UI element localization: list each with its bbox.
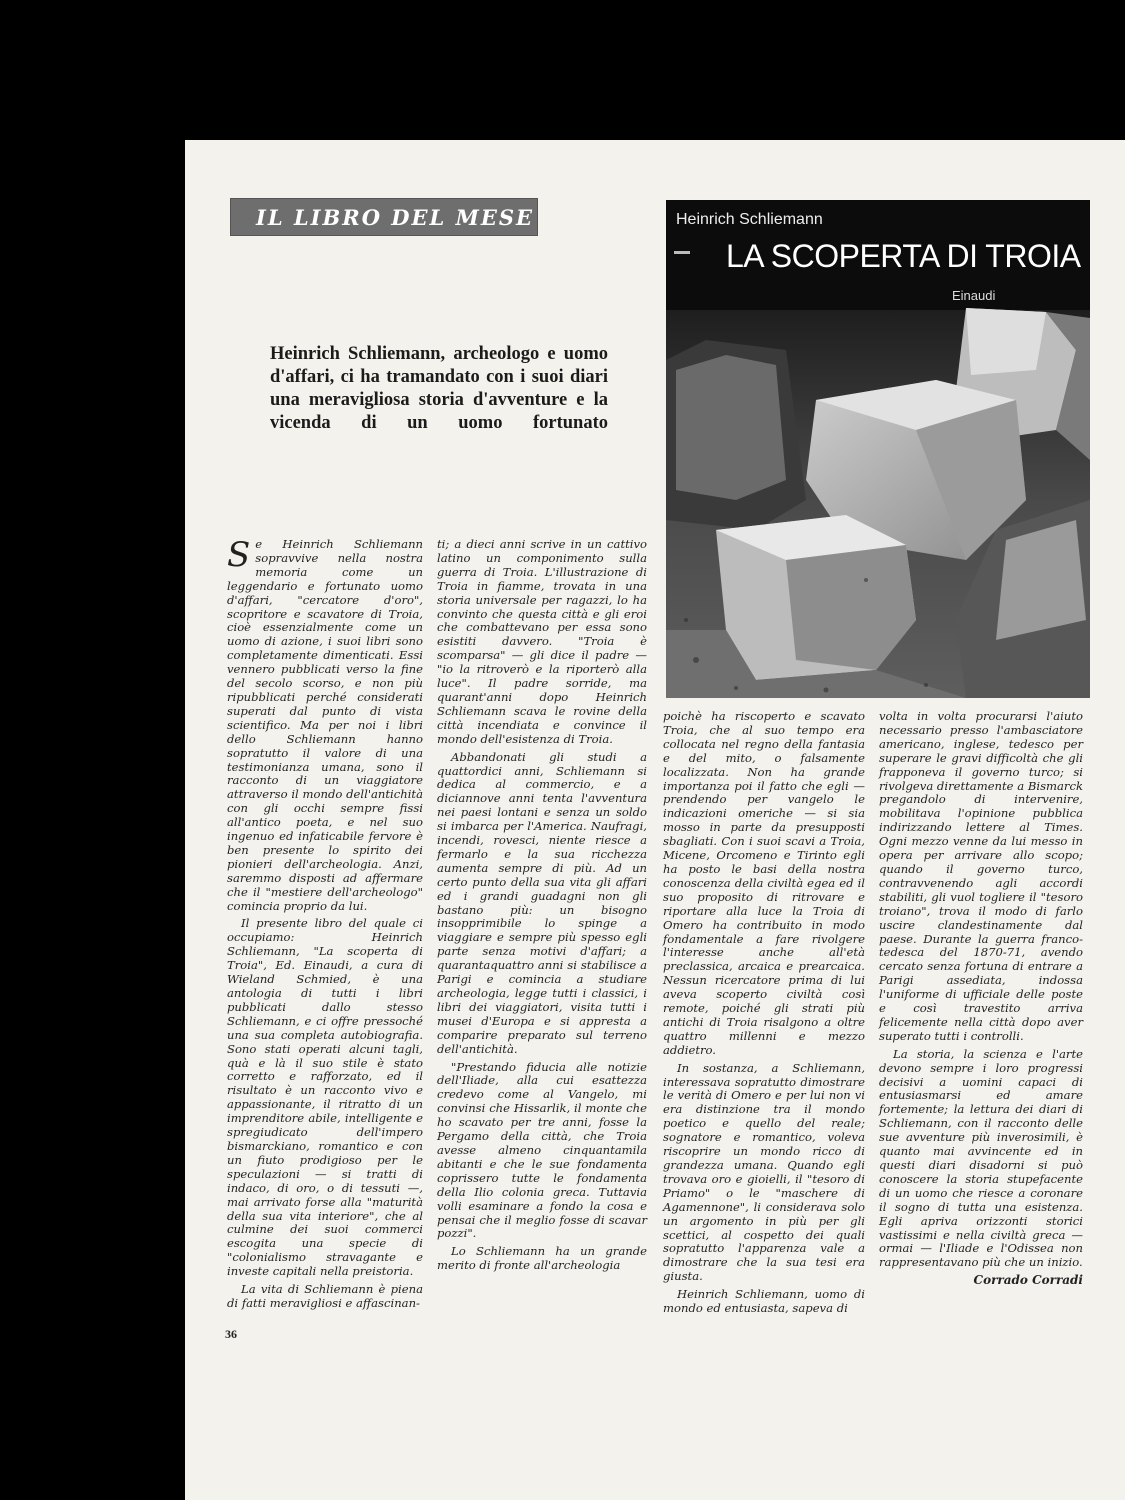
article-paragraph: In sostanza, a Schliemann, interessava sopratutto dimostrare le verità di Omero e per lui non vi era distinzione tra il mondo poetico e quello del reale; sognatore e romantico, voleva riscoprire un mondo ricco di grandezza umana. Quando egli trovava oro e gioielli, il "tesoro di Priamo" o le "maschere di Agamennone", li considerava solo un argomento in più per gli scettici, al cospetto dei quali sopratutto l'apparenza vale a dimostrare che la sua tesi era giusta. <box>663 1060 865 1284</box>
article-paragraph: Lo Schliemann ha un grande merito di fronte all'archeologia <box>437 1244 647 1273</box>
article-paragraph: Abbandonati gli studi a quattordici anni, Schliemann si dedica al commercio, e a diciannove anni tenta l'avventura nei paesi lontani e senza un soldo si imbarca per l'America. Naufragi, incendi, rovesci, niente riesce a fermarlo e la sua ricchezza aumenta sempre di più. Ad un certo punto della sua vita gli affari ed i grandi guadagni non gli bastano più: un bisogno insopprimibile lo spinge a viaggiare e sempre più spesso egli parte senza motivi d'affari; a quarantaquattro anni si stabilisce a Parigi e comincia a studiare archeologia, legge tutti i classici, i libri dei viaggiatori, visita tutti i musei d'Europa e si appresta a comparire preparato sul terreno dell'antichità. <box>437 749 647 1056</box>
section-rubric <box>230 198 538 236</box>
article-paragraph: poichè ha riscoperto e scavato Troia, che al suo tempo era collocata nel regno della fantasia e del mito, o falsamente localizzata. Non ha grande importanza poi il fatto che egli — prendendo per vangelo le indicazioni omeriche — si sia mosso in parte da presupposti sbagliati. Con i suoi scavi a Troia, Micene, Orcomeno e Tirinto egli ha posto le basi della nostra conoscenza della civiltà egea ed il suo proposito di ritrovare e riportare alla luce la Troia di Omero ha contribuito in modo fondamentale a fare rivolgere l'interesse anche all'età preclassica, arcaica e prearcaica. Nessun ricercatore prima di lui aveva scoperto civiltà così remote, poiché gli strati più antichi di Troia risalgono a oltre quattro millenni e mezzo addietro. <box>663 709 865 1057</box>
article-paragraph: ti; a dieci anni scrive in un cattivo latino un componimento sulla guerra di Troia. L'illustrazione di Troia in fiamme, trovata in una storia universale per ragazzi, lo ha convinto che questa città e gli eroi che combattevano per essa sono esistiti davvero. "Troia è scomparsa" — gli dice il padre — "io la ritroverò e la riporterò alla luce". Il padre sorride, ma quarant'anni dopo Heinrich Schliemann scava le rovine della città incendiata e convince il mondo dell'esistenza di Troia. <box>437 537 647 746</box>
article-paragraph: La storia, la scienza e l'arte devono sempre i loro progressi decisivi a uomini capaci di entusiasmarsi ed amare fortemente; la lettura dei diari di Schliemann, con il racconto delle sue avventure più inverosimili, è quanto mai avvincente ed in questi diari disadorni si può conoscere la storia stupefacente di un uomo che riesce a coronare il sogno di tutta una esistenza. Egli apriva orizzonti storici vastissimi e nella civiltà greca — ormai — l'Iliade e l'Odissea non rappresentavano più che un inizio. <box>879 1046 1083 1270</box>
cover-title: LA SCOPERTA DI TROIA <box>726 238 1081 274</box>
article-subtitle: Heinrich Schliemann, archeologo e uomo d'affari, ci ha tramandato con i suoi diari una meravigliosa storia d'avventure e la vicenda di un uomo fortunato <box>270 344 608 433</box>
article-column-1 <box>227 535 423 1438</box>
magazine-page <box>185 140 1125 1500</box>
author-signature: Corrado Corradi <box>973 1273 1083 1288</box>
article-paragraph: Se Heinrich Schliemann sopravvive nella nostra memoria come un leggendario e fortunato uomo d'affari, "cercatore d'oro", scopritore e scavatore di Troia, cioè essenzialmente come un uomo di azione, i suoi libri sono completamente dimenticati. Essi vennero pubblicati verso la fine del secolo scorso, e non più ripubblicati perché considerati superati dal punto di vista scientifico. Ma per noi i libri dello Schliemann hanno sopratutto il valore di una testimonianza umana, sono il racconto di un viaggiatore attraverso il mondo dell'antichità con gli occhi sempre fissi all'antico poeta, e nel suo ingenuo ed infaticabile fervore è ben presente lo spirito dei pionieri dell'archeologia. Anzi, saremmo disposti ad affermare che il "mestiere dell'archeologo" comincia proprio da lui. <box>227 535 423 913</box>
article-paragraph: Heinrich Schliemann, uomo di mondo ed entusiasta, sapeva di <box>663 1287 865 1316</box>
page-number: 36 <box>225 1327 237 1341</box>
article-paragraph: Il presente libro del quale ci occupiamo: Heinrich Schliemann, "La scoperta di Troia", Ed. Einaudi, a cura di Wieland Schmied, è una antologia di tutti i libri pubblicati dallo stesso Schliemann, e ci offre pressoché una sua completa autobiografia. Sono stati operati alcuni tagli, quà e là il suo stile è stato corretto e rafforzato, ed il risultato è un racconto vivo e appassionante, il ritratto di un imprenditore abile, intelligente e spregiudicato dell'impero bismarckiano, romantico e con un fiuto prodigioso per le speculazioni — si tratti di indaco, di oro, o di tessuti —, mai arrivato forse alla "maturità della sua vita interiore", che al culmine dei suoi commerci escogita una specie di "colonialismo stravagante e investe capitali nella preistoria. <box>227 916 423 1279</box>
book-cover <box>666 200 1090 698</box>
article-paragraph: volta in volta procurarsi l'aiuto necessario presso l'ambasciatore americano, inglese, tedesco per superare le gravi difficoltà che gli frapponeva il governo turco; si rivolgeva direttamente a Bismarck pregandolo di intervenire, mobilitava l'opinione pubblica indirizzando lettere al Times. Ogni mezzo venne da lui messo in opera per arrivare allo scopo; quando il governo turco, contravvenendo agli accordi stabiliti, gli vuol togliere il "tesoro troiano", trova il modo di farlo uscire clandestinamente dal paese. Durante la guerra franco-tedesca del 1870-71, avendo cercato senza fortuna di entrare a Parigi assediata, indossa l'uniforme di ufficiale delle poste e così travestito arriva felicemente nella città dopo aver superato tutti i controlli. <box>879 709 1083 1043</box>
article-column-2 <box>437 538 647 1438</box>
drop-cap: S <box>227 535 251 575</box>
article-paragraph: "Prestando fiducia alle notizie dell'Iliade, alla cui esattezza credevo come al Vangelo, mi convinsi che Hissarlik, il monte che ho scavato per tre anni, fosse la Pergamo della città, che Troia avesse almeno cinquantamila abitanti e che le sue fondamenta coprissero tutte le fondamenta della Ilio colonia greca. Tuttavia volli esaminare a fondo la cosa e pensai che il meglio fosse di scavar pozzi". <box>437 1059 647 1241</box>
article-column-4 <box>879 710 1083 1430</box>
cover-author: Heinrich Schliemann <box>676 211 823 228</box>
article-column-3 <box>663 710 865 1430</box>
rubric-label: IL LIBRO DEL MESE <box>256 204 535 230</box>
article-paragraph: La vita di Schliemann è piena di fatti meravigliosi e affascinan- <box>227 1282 423 1310</box>
cover-publisher: Einaudi <box>952 288 996 303</box>
